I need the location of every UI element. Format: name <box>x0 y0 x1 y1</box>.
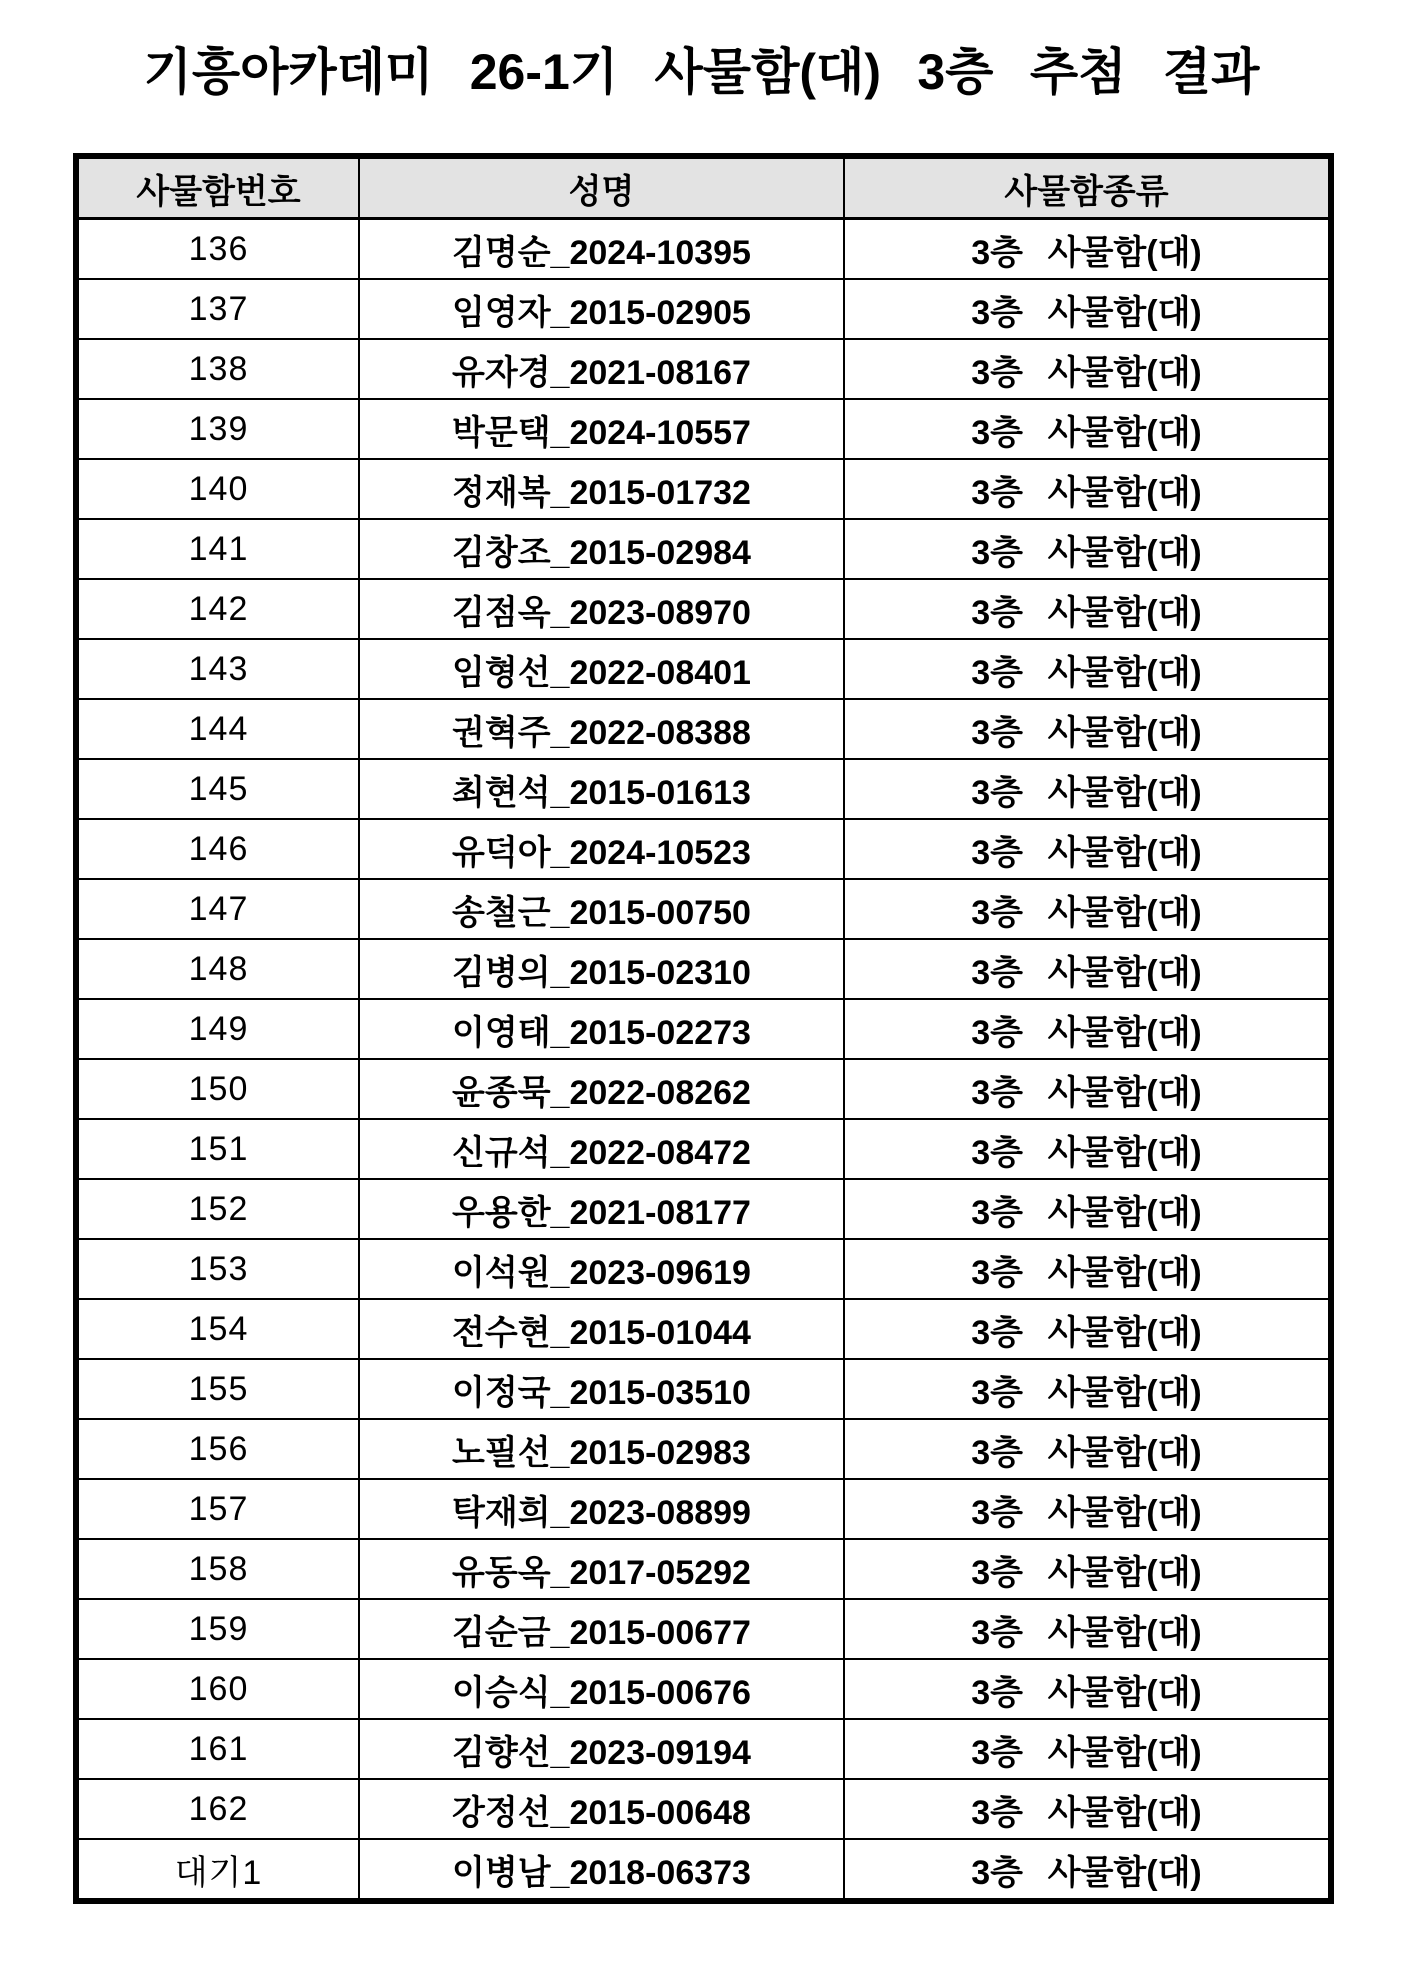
locker-number-cell: 162 <box>76 1779 359 1839</box>
locker-number-cell: 150 <box>76 1059 359 1119</box>
table-row <box>76 1719 1331 1779</box>
member-name-cell: 탁재희_2023-08899 <box>359 1479 844 1539</box>
locker-number-cell: 154 <box>76 1299 359 1359</box>
member-name-cell: 김창조_2015-02984 <box>359 519 844 579</box>
table-row <box>76 219 1331 280</box>
locker-type-cell: 3층 사물함(대) <box>844 1539 1331 1599</box>
table-row <box>76 1599 1331 1659</box>
locker-type-cell: 3층 사물함(대) <box>844 999 1331 1059</box>
locker-type-cell: 3층 사물함(대) <box>844 339 1331 399</box>
locker-number-cell: 149 <box>76 999 359 1059</box>
locker-type-cell: 3층 사물함(대) <box>844 1479 1331 1539</box>
locker-type-cell: 3층 사물함(대) <box>844 459 1331 519</box>
locker-type-cell: 3층 사물함(대) <box>844 939 1331 999</box>
member-name-cell: 임형선_2022-08401 <box>359 639 844 699</box>
locker-type-cell: 3층 사물함(대) <box>844 1659 1331 1719</box>
member-name-cell: 최현석_2015-01613 <box>359 759 844 819</box>
locker-number-cell: 137 <box>76 279 359 339</box>
table-row <box>76 819 1331 879</box>
table-row <box>76 279 1331 339</box>
locker-type-cell: 3층 사물함(대) <box>844 1179 1331 1239</box>
locker-number-cell: 139 <box>76 399 359 459</box>
table-row <box>76 1779 1331 1839</box>
locker-type-cell: 3층 사물함(대) <box>844 1599 1331 1659</box>
member-name-cell: 김병의_2015-02310 <box>359 939 844 999</box>
table-row <box>76 1239 1331 1299</box>
locker-type-cell: 3층 사물함(대) <box>844 819 1331 879</box>
member-name-cell: 유덕아_2024-10523 <box>359 819 844 879</box>
locker-number-cell: 143 <box>76 639 359 699</box>
table-row <box>76 699 1331 759</box>
table-row <box>76 1539 1331 1599</box>
member-name-cell: 이영태_2015-02273 <box>359 999 844 1059</box>
locker-number-cell: 138 <box>76 339 359 399</box>
locker-type-cell: 3층 사물함(대) <box>844 1359 1331 1419</box>
member-name-cell: 김점옥_2023-08970 <box>359 579 844 639</box>
table-row <box>76 759 1331 819</box>
page-title: 기흥아카데미 26-1기 사물함(대) 3층 추첨 결과 <box>143 44 1260 100</box>
table-row <box>76 1179 1331 1239</box>
locker-number-cell: 161 <box>76 1719 359 1779</box>
member-name-cell: 권혁주_2022-08388 <box>359 699 844 759</box>
table-body <box>76 219 1331 1902</box>
column-header-locker-type: 사물함종류 <box>844 156 1331 219</box>
locker-type-cell: 3층 사물함(대) <box>844 759 1331 819</box>
locker-type-cell: 3층 사물함(대) <box>844 699 1331 759</box>
locker-number-cell: 152 <box>76 1179 359 1239</box>
locker-number-cell: 158 <box>76 1539 359 1599</box>
table-row <box>76 939 1331 999</box>
member-name-cell: 유자경_2021-08167 <box>359 339 844 399</box>
member-name-cell: 임영자_2015-02905 <box>359 279 844 339</box>
lottery-result-table <box>73 153 1334 1904</box>
locker-number-cell: 136 <box>76 219 359 280</box>
table-header <box>76 156 1331 219</box>
member-name-cell: 김명순_2024-10395 <box>359 219 844 280</box>
table-row <box>76 1119 1331 1179</box>
member-name-cell: 노필선_2015-02983 <box>359 1419 844 1479</box>
locker-number-cell: 159 <box>76 1599 359 1659</box>
member-name-cell: 신규석_2022-08472 <box>359 1119 844 1179</box>
table-row <box>76 1359 1331 1419</box>
locker-type-cell: 3층 사물함(대) <box>844 1719 1331 1779</box>
table-row <box>76 1299 1331 1359</box>
locker-number-cell: 141 <box>76 519 359 579</box>
locker-type-cell: 3층 사물함(대) <box>844 639 1331 699</box>
member-name-cell: 윤종묵_2022-08262 <box>359 1059 844 1119</box>
table-row <box>76 519 1331 579</box>
table-row <box>76 1659 1331 1719</box>
table-row <box>76 579 1331 639</box>
locker-type-cell: 3층 사물함(대) <box>844 519 1331 579</box>
table-row <box>76 879 1331 939</box>
member-name-cell: 유동옥_2017-05292 <box>359 1539 844 1599</box>
locker-type-cell: 3층 사물함(대) <box>844 279 1331 339</box>
locker-number-cell: 145 <box>76 759 359 819</box>
locker-type-cell: 3층 사물함(대) <box>844 1839 1331 1901</box>
table-row <box>76 399 1331 459</box>
table-row <box>76 1839 1331 1901</box>
locker-type-cell: 3층 사물함(대) <box>844 399 1331 459</box>
table-row <box>76 339 1331 399</box>
locker-number-cell: 대기1 <box>76 1839 359 1901</box>
member-name-cell: 송철근_2015-00750 <box>359 879 844 939</box>
locker-type-cell: 3층 사물함(대) <box>844 219 1331 280</box>
table-header-row <box>76 156 1331 219</box>
locker-type-cell: 3층 사물함(대) <box>844 1779 1331 1839</box>
column-header-locker-number: 사물함번호 <box>76 156 359 219</box>
locker-type-cell: 3층 사물함(대) <box>844 1119 1331 1179</box>
member-name-cell: 강정선_2015-00648 <box>359 1779 844 1839</box>
table-row <box>76 999 1331 1059</box>
locker-number-cell: 156 <box>76 1419 359 1479</box>
member-name-cell: 김순금_2015-00677 <box>359 1599 844 1659</box>
locker-number-cell: 146 <box>76 819 359 879</box>
member-name-cell: 전수현_2015-01044 <box>359 1299 844 1359</box>
locker-number-cell: 147 <box>76 879 359 939</box>
locker-number-cell: 155 <box>76 1359 359 1419</box>
member-name-cell: 이승식_2015-00676 <box>359 1659 844 1719</box>
locker-number-cell: 153 <box>76 1239 359 1299</box>
table-row <box>76 459 1331 519</box>
locker-type-cell: 3층 사물함(대) <box>844 879 1331 939</box>
table-row <box>76 1419 1331 1479</box>
table-row <box>76 639 1331 699</box>
locker-number-cell: 140 <box>76 459 359 519</box>
member-name-cell: 이병남_2018-06373 <box>359 1839 844 1901</box>
member-name-cell: 이석원_2023-09619 <box>359 1239 844 1299</box>
member-name-cell: 김향선_2023-09194 <box>359 1719 844 1779</box>
member-name-cell: 우용한_2021-08177 <box>359 1179 844 1239</box>
locker-number-cell: 142 <box>76 579 359 639</box>
locker-number-cell: 157 <box>76 1479 359 1539</box>
locker-type-cell: 3층 사물함(대) <box>844 1419 1331 1479</box>
locker-number-cell: 148 <box>76 939 359 999</box>
member-name-cell: 정재복_2015-01732 <box>359 459 844 519</box>
locker-type-cell: 3층 사물함(대) <box>844 1299 1331 1359</box>
locker-type-cell: 3층 사물함(대) <box>844 579 1331 639</box>
locker-type-cell: 3층 사물함(대) <box>844 1239 1331 1299</box>
locker-type-cell: 3층 사물함(대) <box>844 1059 1331 1119</box>
member-name-cell: 이정국_2015-03510 <box>359 1359 844 1419</box>
locker-number-cell: 151 <box>76 1119 359 1179</box>
locker-number-cell: 160 <box>76 1659 359 1719</box>
table-row <box>76 1059 1331 1119</box>
member-name-cell: 박문택_2024-10557 <box>359 399 844 459</box>
column-header-name: 성명 <box>359 156 844 219</box>
table-row <box>76 1479 1331 1539</box>
locker-number-cell: 144 <box>76 699 359 759</box>
